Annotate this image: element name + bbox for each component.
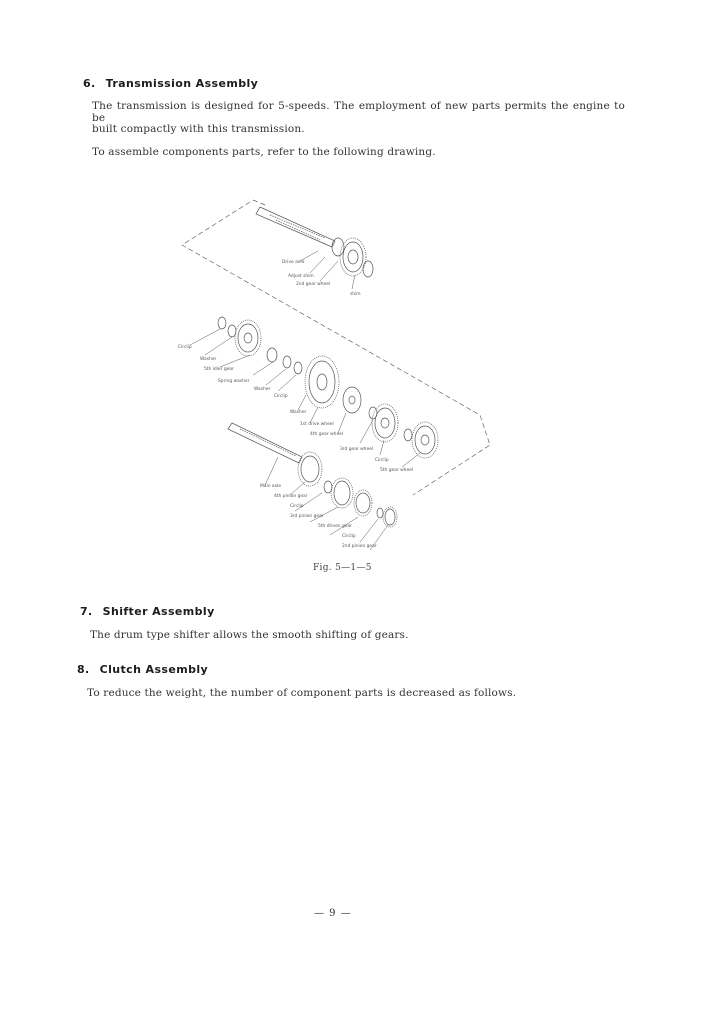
figure-label: Circlip: [342, 534, 356, 539]
figure-label: 3rd gear wheel: [340, 447, 374, 452]
figure-label: 3rd pinion gear: [290, 514, 324, 519]
figure-label: Circlip: [178, 345, 192, 350]
section-title: Transmission Assembly: [105, 77, 259, 90]
figure-label: 4th pinion gear: [274, 494, 308, 499]
section-title: Shifter Assembly: [102, 605, 215, 618]
figure-label: 5th gear wheel: [380, 468, 414, 473]
figure-label: 1st drive wheel: [300, 422, 334, 427]
figure-label: Washer: [290, 410, 307, 415]
figure-label: 2nd gear wheel: [296, 282, 331, 287]
figure-label: Main axle: [260, 484, 282, 489]
section-number: 6.: [83, 77, 96, 90]
figure-label: Circlip: [375, 458, 389, 463]
figure-label: Spring washer: [218, 379, 250, 384]
figure-label: Circlip: [290, 504, 304, 509]
paragraph-line: To reduce the weight, the number of component parts is decreased as follows.: [87, 687, 517, 699]
figure-label: 5th driven gear: [318, 524, 352, 529]
figure-label: 5th idler gear: [204, 367, 234, 372]
paragraph-line: The drum type shifter allows the smooth shifting of gears.: [90, 629, 409, 641]
paragraph-line: built compactly with this transmission.: [92, 123, 305, 135]
figure-label: shim: [350, 292, 361, 297]
figure-label: Adjust shim: [288, 274, 314, 279]
figure-label: Drive axle: [282, 260, 305, 265]
figure-caption: Fig. 5—1—5: [313, 563, 372, 573]
figure-label: Circlip: [274, 394, 288, 399]
section-number: 8.: [77, 663, 90, 676]
figure-label: Washer: [254, 387, 271, 392]
paragraph-line: The transmission is designed for 5-speeds. The employment of new parts permits the engine to be: [92, 100, 625, 124]
figure-label: Washer: [200, 357, 217, 362]
section-number: 7.: [80, 605, 93, 618]
transmission-drawing-svg: [170, 195, 510, 555]
section-heading-transmission: [83, 77, 258, 90]
paragraph-line: To assemble components parts, refer to the following drawing.: [92, 146, 436, 158]
page-number: — 9 —: [314, 908, 352, 919]
transmission-exploded-drawing: [170, 195, 510, 555]
figure-label: 4th gear wheel: [310, 432, 344, 437]
section-heading-clutch: [77, 663, 208, 676]
section-heading-shifter: [80, 605, 215, 618]
section-title: Clutch Assembly: [99, 663, 209, 676]
figure-label: 2nd pinion gear: [342, 544, 377, 549]
